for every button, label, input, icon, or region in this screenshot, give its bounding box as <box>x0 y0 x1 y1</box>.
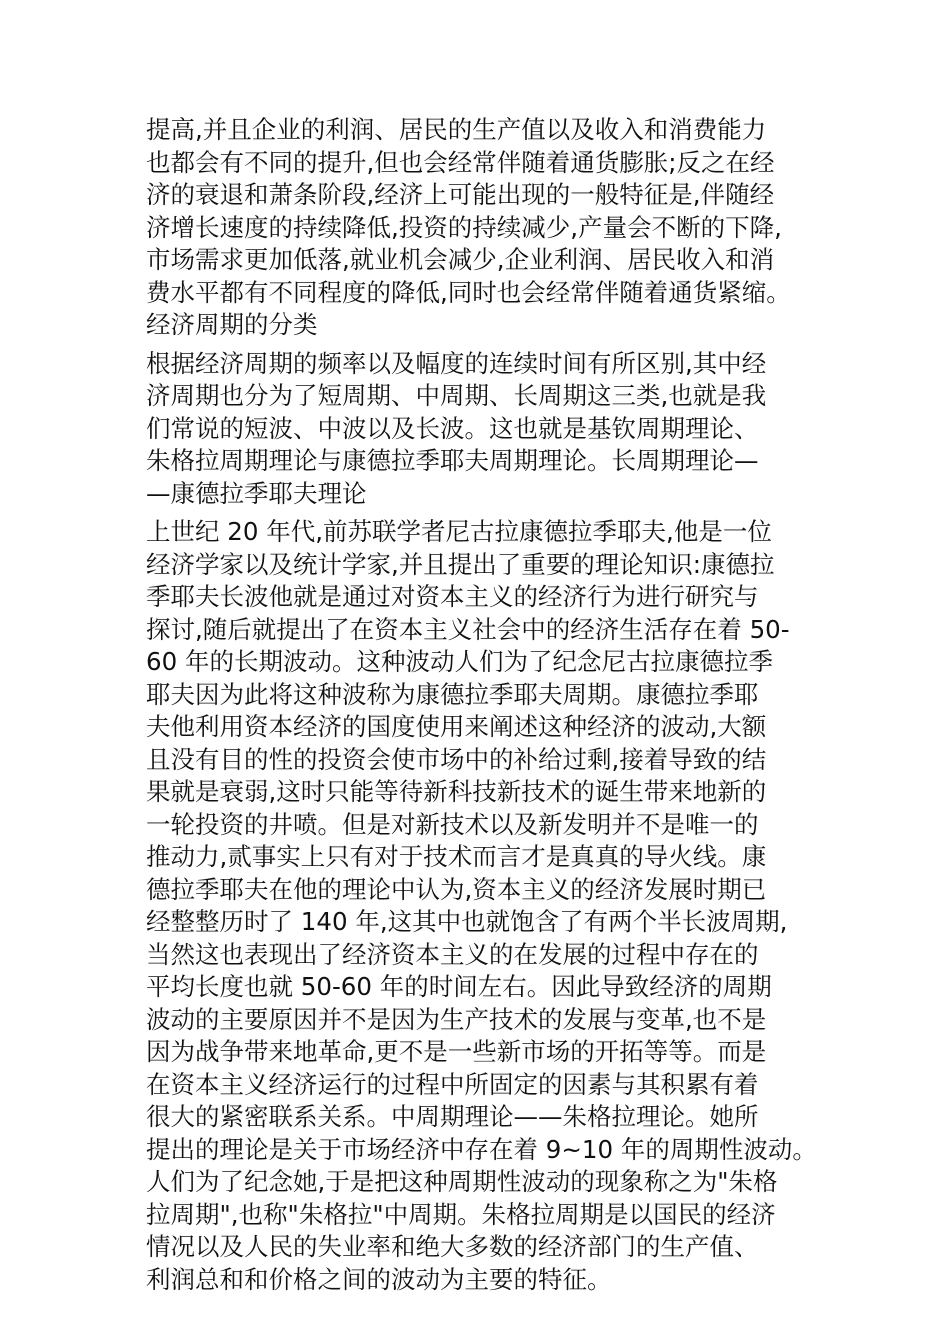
text-line: 提出的理论是关于市场经济中存在着 9~10 年的周期性波动。 <box>146 1134 817 1164</box>
text-line: 提高,并且企业的利润、居民的生产值以及收入和消费能力 <box>146 115 767 144</box>
text-line: 济周期也分为了短周期、中周期、长周期这三类,也就是我 <box>146 381 767 410</box>
text-line: 费水平都有不同程度的降低,同时也会经常伴随着通货紧缩。 <box>146 277 791 307</box>
text-line: 60 年的长期波动。这种波动人们为了纪念尼古拉康德拉季 <box>146 647 773 676</box>
text-line: —康德拉季耶夫理论 <box>146 478 367 508</box>
text-line: 且没有目的性的投资会使市场中的补给过剩,接着导致的结 <box>146 744 767 774</box>
text-line: 平均长度也就 50-60 年的时间左右。因此导致经济的周期 <box>146 972 772 1001</box>
text-line: 经济学家以及统计学家,并且提出了重要的理论知识:康德拉 <box>146 549 775 579</box>
document-body <box>146 114 826 1296</box>
text-line: 也都会有不同的提升,但也会经常伴随着通货膨胀;反之在经 <box>146 147 775 177</box>
paragraph-cycle-types <box>146 348 826 511</box>
section-heading: 经济周期的分类 <box>146 310 318 339</box>
text-line: 拉周期",也称"朱格拉"中周期。朱格拉周期是以国民的经济 <box>146 1199 776 1229</box>
text-line: 上世纪 20 年代,前苏联学者尼古拉康德拉季耶夫,他是一位 <box>146 517 772 546</box>
text-line: 们常说的短波、中波以及长波。这也就是基钦周期理论、 <box>146 413 759 443</box>
text-line: 市场需求更加低落,就业机会减少,企业利润、居民收入和消 <box>146 245 775 274</box>
text-line: 推动力,贰事实上只有对于技术而言才是真真的导火线。康 <box>146 842 767 871</box>
text-line: 经整整历时了 140 年,这其中也就饱含了有两个半长波周期, <box>146 907 788 936</box>
text-line: 根据经济周期的频率以及幅度的连续时间有所区别,其中经 <box>146 348 767 378</box>
text-line: 济的衰退和萧条阶段,经济上可能出现的一般特征是,伴随经 <box>146 180 775 209</box>
text-line: 情况以及人民的失业率和绝大多数的经济部门的生产值、 <box>146 1232 759 1261</box>
text-line: 济增长速度的持续降低,投资的持续减少,产量会不断的下降, <box>146 212 782 242</box>
text-line: 因为战争带来地革命,更不是一些新市场的开拓等等。而是 <box>146 1037 767 1066</box>
text-line: 朱格拉周期理论与康德拉季耶夫周期理论。长周期理论— <box>146 446 759 475</box>
text-line: 很大的紧密联系关系。中周期理论——朱格拉理论。她所 <box>146 1102 759 1131</box>
text-line: 探讨,随后就提出了在资本主义社会中的经济生活存在着 50- <box>146 614 790 644</box>
text-line: 人们为了纪念她,于是把这种周期性波动的现象称之为"朱格 <box>146 1167 778 1196</box>
text-line: 果就是衰弱,这时只能等待新科技新技术的诞生带来地新的 <box>146 777 767 806</box>
section-heading-classification <box>146 309 826 342</box>
text-line: 夫他利用资本经济的国度使用来阐述这种经济的波动,大额 <box>146 712 767 741</box>
text-line: 利润总和和价格之间的波动为主要的特征。 <box>146 1264 612 1294</box>
text-line: 德拉季耶夫在他的理论中认为,资本主义的经济发展时期已 <box>146 874 767 904</box>
text-line: 耶夫因为此将这种波称为康德拉季耶夫周期。康德拉季耶 <box>146 679 759 709</box>
text-line: 一轮投资的井喷。但是对新技术以及新发明并不是唯一的 <box>146 809 759 839</box>
text-line: 当然这也表现出了经济资本主义的在发展的过程中存在的 <box>146 939 759 969</box>
text-line: 波动的主要原因并不是因为生产技术的发展与变革,也不是 <box>146 1004 767 1034</box>
paragraph-kondratiev-juglar <box>146 516 826 1296</box>
text-line: 季耶夫长波他就是通过对资本主义的经济行为进行研究与 <box>146 582 759 611</box>
paragraph-economic-phases <box>146 114 826 309</box>
text-line: 在资本主义经济运行的过程中所固定的因素与其积累有着 <box>146 1069 759 1099</box>
